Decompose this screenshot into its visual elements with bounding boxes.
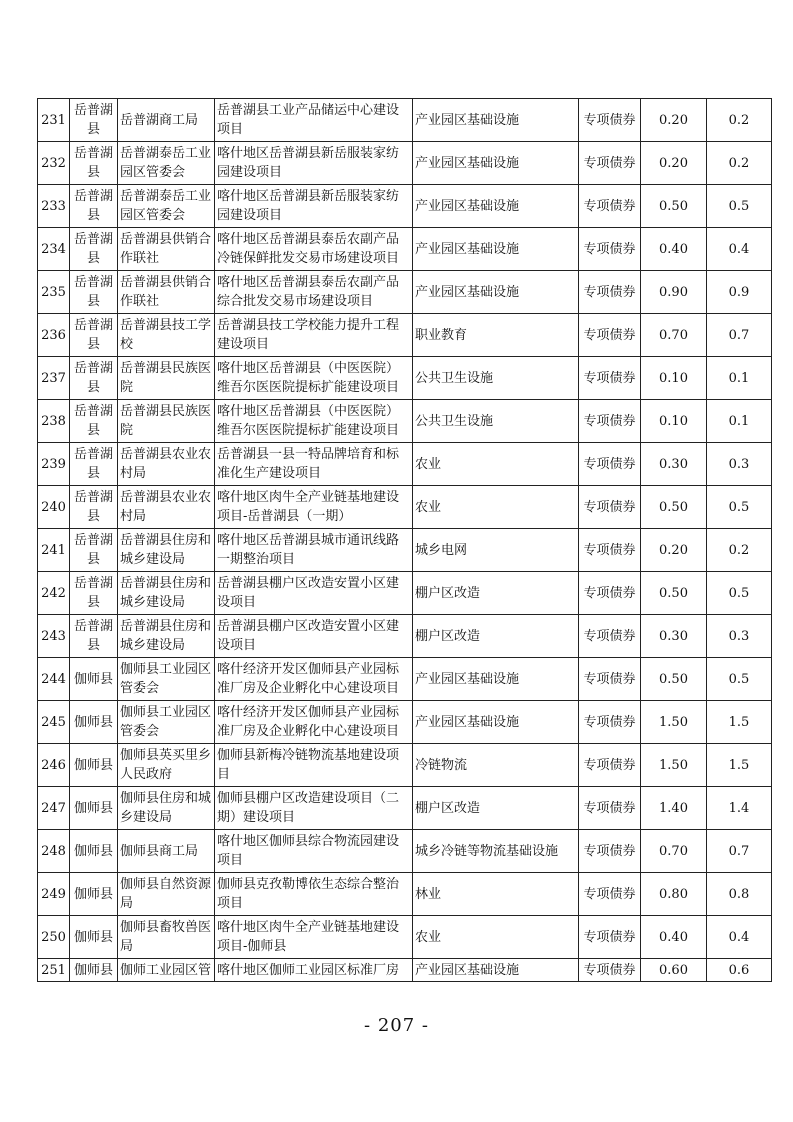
county-cell: 伽师县 bbox=[70, 701, 118, 744]
project-type-cell: 公共卫生设施 bbox=[413, 357, 579, 400]
row-number: 241 bbox=[38, 529, 70, 572]
project-type-cell: 产业园区基础设施 bbox=[413, 228, 579, 271]
bond-type-cell: 专项债券 bbox=[579, 787, 641, 830]
amount-rounded-cell: 0.9 bbox=[707, 271, 772, 314]
department-cell: 岳普湖县民族医院 bbox=[118, 400, 215, 443]
table-row bbox=[38, 529, 772, 572]
project-name-cell: 喀什地区岳普湖县新岳服装家纺园建设项目 bbox=[215, 185, 413, 228]
project-type-cell: 产业园区基础设施 bbox=[413, 701, 579, 744]
department-cell: 岳普湖泰岳工业园区管委会 bbox=[118, 185, 215, 228]
bond-type-cell: 专项债券 bbox=[579, 99, 641, 142]
county-cell: 伽师县 bbox=[70, 744, 118, 787]
bond-type-cell: 专项债券 bbox=[579, 615, 641, 658]
project-type-cell: 棚户区改造 bbox=[413, 615, 579, 658]
county-cell: 岳普湖县 bbox=[70, 228, 118, 271]
department-cell: 伽师县工业园区管委会 bbox=[118, 701, 215, 744]
table-row bbox=[38, 400, 772, 443]
department-cell: 岳普湖县住房和城乡建设局 bbox=[118, 615, 215, 658]
amount-cell: 0.50 bbox=[641, 658, 707, 701]
amount-rounded-cell: 0.4 bbox=[707, 228, 772, 271]
project-type-cell: 农业 bbox=[413, 486, 579, 529]
bond-type-cell: 专项债券 bbox=[579, 314, 641, 357]
project-type-cell: 城乡冷链等物流基础设施 bbox=[413, 830, 579, 873]
amount-cell: 0.10 bbox=[641, 400, 707, 443]
department-cell: 伽师县商工局 bbox=[118, 830, 215, 873]
bond-type-cell: 专项债券 bbox=[579, 572, 641, 615]
department-cell: 岳普湖县农业农村局 bbox=[118, 443, 215, 486]
project-name-cell: 喀什地区岳普湖县（中医医院）维吾尔医医院提标扩能建设项目 bbox=[215, 357, 413, 400]
project-name-cell: 喀什地区岳普湖县泰岳农副产品冷链保鲜批发交易市场建设项目 bbox=[215, 228, 413, 271]
department-cell: 岳普湖商工局 bbox=[118, 99, 215, 142]
department-cell: 伽师县畜牧兽医局 bbox=[118, 916, 215, 959]
amount-rounded-cell: 0.3 bbox=[707, 615, 772, 658]
department-cell: 岳普湖县住房和城乡建设局 bbox=[118, 529, 215, 572]
row-number: 245 bbox=[38, 701, 70, 744]
project-name-cell: 伽师县新梅冷链物流基地建设项目 bbox=[215, 744, 413, 787]
amount-cell: 0.70 bbox=[641, 314, 707, 357]
table-row bbox=[38, 443, 772, 486]
bond-type-cell: 专项债券 bbox=[579, 873, 641, 916]
amount-cell: 0.80 bbox=[641, 873, 707, 916]
bond-type-cell: 专项债券 bbox=[579, 357, 641, 400]
project-type-cell: 产业园区基础设施 bbox=[413, 142, 579, 185]
amount-rounded-cell: 0.1 bbox=[707, 357, 772, 400]
county-cell: 伽师县 bbox=[70, 916, 118, 959]
row-number: 249 bbox=[38, 873, 70, 916]
project-name-cell: 喀什地区肉牛全产业链基地建设项目-伽师县 bbox=[215, 916, 413, 959]
amount-cell: 1.40 bbox=[641, 787, 707, 830]
amount-rounded-cell: 0.4 bbox=[707, 916, 772, 959]
table-row bbox=[38, 486, 772, 529]
project-name-cell: 岳普湖县技工学校能力提升工程建设项目 bbox=[215, 314, 413, 357]
bond-type-cell: 专项债券 bbox=[579, 701, 641, 744]
amount-rounded-cell: 0.6 bbox=[707, 959, 772, 982]
project-type-cell: 公共卫生设施 bbox=[413, 400, 579, 443]
department-cell: 伽师工业园区管 bbox=[118, 959, 215, 982]
table-row bbox=[38, 787, 772, 830]
project-name-cell: 喀什地区肉牛全产业链基地建设项目-岳普湖县（一期） bbox=[215, 486, 413, 529]
amount-rounded-cell: 1.4 bbox=[707, 787, 772, 830]
department-cell: 岳普湖县供销合作联社 bbox=[118, 228, 215, 271]
county-cell: 岳普湖县 bbox=[70, 486, 118, 529]
county-cell: 岳普湖县 bbox=[70, 271, 118, 314]
bond-type-cell: 专项债券 bbox=[579, 185, 641, 228]
amount-cell: 0.50 bbox=[641, 185, 707, 228]
amount-rounded-cell: 0.1 bbox=[707, 400, 772, 443]
project-type-cell: 棚户区改造 bbox=[413, 572, 579, 615]
row-number: 239 bbox=[38, 443, 70, 486]
amount-rounded-cell: 1.5 bbox=[707, 744, 772, 787]
table-row bbox=[38, 142, 772, 185]
row-number: 231 bbox=[38, 99, 70, 142]
amount-cell: 0.30 bbox=[641, 443, 707, 486]
project-name-cell: 伽师县棚户区改造建设项目（二期）建设项目 bbox=[215, 787, 413, 830]
row-number: 238 bbox=[38, 400, 70, 443]
bond-type-cell: 专项债券 bbox=[579, 486, 641, 529]
county-cell: 岳普湖县 bbox=[70, 400, 118, 443]
row-number: 232 bbox=[38, 142, 70, 185]
project-name-cell: 喀什地区岳普湖县泰岳农副产品综合批发交易市场建设项目 bbox=[215, 271, 413, 314]
amount-cell: 0.40 bbox=[641, 916, 707, 959]
row-number: 246 bbox=[38, 744, 70, 787]
bond-type-cell: 专项债券 bbox=[579, 916, 641, 959]
project-name-cell: 喀什经济开发区伽师县产业园标准厂房及企业孵化中心建设项目 bbox=[215, 658, 413, 701]
row-number: 251 bbox=[38, 959, 70, 982]
amount-rounded-cell: 0.3 bbox=[707, 443, 772, 486]
department-cell: 伽师县自然资源局 bbox=[118, 873, 215, 916]
bond-type-cell: 专项债券 bbox=[579, 228, 641, 271]
project-type-cell: 产业园区基础设施 bbox=[413, 658, 579, 701]
project-name-cell: 岳普湖县棚户区改造安置小区建设项目 bbox=[215, 615, 413, 658]
bond-type-cell: 专项债券 bbox=[579, 271, 641, 314]
row-number: 250 bbox=[38, 916, 70, 959]
bond-type-cell: 专项债券 bbox=[579, 529, 641, 572]
amount-cell: 0.10 bbox=[641, 357, 707, 400]
county-cell: 伽师县 bbox=[70, 873, 118, 916]
county-cell: 岳普湖县 bbox=[70, 529, 118, 572]
table-row bbox=[38, 314, 772, 357]
project-type-cell: 产业园区基础设施 bbox=[413, 271, 579, 314]
project-type-cell: 产业园区基础设施 bbox=[413, 99, 579, 142]
project-name-cell: 伽师县克孜勒博依生态综合整治项目 bbox=[215, 873, 413, 916]
row-number: 248 bbox=[38, 830, 70, 873]
department-cell: 伽师县工业园区管委会 bbox=[118, 658, 215, 701]
amount-cell: 0.30 bbox=[641, 615, 707, 658]
amount-cell: 0.70 bbox=[641, 830, 707, 873]
amount-rounded-cell: 0.2 bbox=[707, 99, 772, 142]
table-row bbox=[38, 615, 772, 658]
amount-cell: 0.40 bbox=[641, 228, 707, 271]
table-body bbox=[38, 99, 772, 982]
table-row bbox=[38, 228, 772, 271]
amount-rounded-cell: 0.5 bbox=[707, 572, 772, 615]
table-row bbox=[38, 873, 772, 916]
project-name-cell: 喀什地区岳普湖县城市通讯线路一期整治项目 bbox=[215, 529, 413, 572]
department-cell: 伽师县英买里乡人民政府 bbox=[118, 744, 215, 787]
county-cell: 岳普湖县 bbox=[70, 314, 118, 357]
department-cell: 岳普湖县供销合作联社 bbox=[118, 271, 215, 314]
table-row bbox=[38, 744, 772, 787]
project-type-cell: 农业 bbox=[413, 443, 579, 486]
county-cell: 岳普湖县 bbox=[70, 142, 118, 185]
row-number: 234 bbox=[38, 228, 70, 271]
department-cell: 岳普湖县技工学校 bbox=[118, 314, 215, 357]
department-cell: 岳普湖县农业农村局 bbox=[118, 486, 215, 529]
amount-cell: 0.50 bbox=[641, 572, 707, 615]
county-cell: 岳普湖县 bbox=[70, 443, 118, 486]
table-row bbox=[38, 271, 772, 314]
amount-rounded-cell: 0.7 bbox=[707, 314, 772, 357]
row-number: 244 bbox=[38, 658, 70, 701]
county-cell: 伽师县 bbox=[70, 658, 118, 701]
row-number: 240 bbox=[38, 486, 70, 529]
amount-rounded-cell: 0.7 bbox=[707, 830, 772, 873]
county-cell: 伽师县 bbox=[70, 787, 118, 830]
project-name-cell: 喀什地区岳普湖县（中医医院）维吾尔医医院提标扩能建设项目 bbox=[215, 400, 413, 443]
bond-type-cell: 专项债券 bbox=[579, 142, 641, 185]
project-type-cell: 林业 bbox=[413, 873, 579, 916]
county-cell: 岳普湖县 bbox=[70, 572, 118, 615]
amount-rounded-cell: 0.2 bbox=[707, 529, 772, 572]
project-type-cell: 产业园区基础设施 bbox=[413, 185, 579, 228]
bond-type-cell: 专项债券 bbox=[579, 830, 641, 873]
table-row bbox=[38, 357, 772, 400]
amount-rounded-cell: 0.5 bbox=[707, 658, 772, 701]
table-row bbox=[38, 830, 772, 873]
amount-cell: 0.20 bbox=[641, 529, 707, 572]
row-number: 235 bbox=[38, 271, 70, 314]
amount-cell: 1.50 bbox=[641, 744, 707, 787]
department-cell: 岳普湖县民族医院 bbox=[118, 357, 215, 400]
row-number: 237 bbox=[38, 357, 70, 400]
bond-type-cell: 专项债券 bbox=[579, 443, 641, 486]
amount-cell: 0.60 bbox=[641, 959, 707, 982]
table-row bbox=[38, 572, 772, 615]
county-cell: 岳普湖县 bbox=[70, 185, 118, 228]
bond-type-cell: 专项债券 bbox=[579, 400, 641, 443]
amount-rounded-cell: 0.5 bbox=[707, 185, 772, 228]
county-cell: 岳普湖县 bbox=[70, 99, 118, 142]
table-row bbox=[38, 99, 772, 142]
project-name-cell: 岳普湖县棚户区改造安置小区建设项目 bbox=[215, 572, 413, 615]
project-name-cell: 喀什地区伽师工业园区标准厂房 bbox=[215, 959, 413, 982]
project-name-cell: 喀什地区伽师县综合物流园建设项目 bbox=[215, 830, 413, 873]
project-type-cell: 农业 bbox=[413, 916, 579, 959]
page-number: - 207 - bbox=[364, 1015, 429, 1036]
county-cell: 伽师县 bbox=[70, 959, 118, 982]
project-name-cell: 喀什地区岳普湖县新岳服装家纺园建设项目 bbox=[215, 142, 413, 185]
row-number: 242 bbox=[38, 572, 70, 615]
amount-cell: 0.20 bbox=[641, 142, 707, 185]
table-row bbox=[38, 916, 772, 959]
project-name-cell: 喀什经济开发区伽师县产业园标准厂房及企业孵化中心建设项目 bbox=[215, 701, 413, 744]
department-cell: 岳普湖泰岳工业园区管委会 bbox=[118, 142, 215, 185]
amount-rounded-cell: 0.2 bbox=[707, 142, 772, 185]
row-number: 247 bbox=[38, 787, 70, 830]
project-type-cell: 职业教育 bbox=[413, 314, 579, 357]
amount-cell: 0.50 bbox=[641, 486, 707, 529]
project-type-cell: 产业园区基础设施 bbox=[413, 959, 579, 982]
amount-rounded-cell: 1.5 bbox=[707, 701, 772, 744]
project-type-cell: 城乡电网 bbox=[413, 529, 579, 572]
table-row bbox=[38, 701, 772, 744]
county-cell: 岳普湖县 bbox=[70, 615, 118, 658]
table-row bbox=[38, 658, 772, 701]
county-cell: 伽师县 bbox=[70, 830, 118, 873]
department-cell: 岳普湖县住房和城乡建设局 bbox=[118, 572, 215, 615]
table-row bbox=[38, 959, 772, 982]
table-row bbox=[38, 185, 772, 228]
row-number: 236 bbox=[38, 314, 70, 357]
debt-project-table bbox=[37, 98, 772, 982]
county-cell: 岳普湖县 bbox=[70, 357, 118, 400]
amount-rounded-cell: 0.5 bbox=[707, 486, 772, 529]
amount-rounded-cell: 0.8 bbox=[707, 873, 772, 916]
bond-type-cell: 专项债券 bbox=[579, 959, 641, 982]
bond-type-cell: 专项债券 bbox=[579, 744, 641, 787]
project-name-cell: 岳普湖县工业产品储运中心建设项目 bbox=[215, 99, 413, 142]
amount-cell: 0.20 bbox=[641, 99, 707, 142]
department-cell: 伽师县住房和城乡建设局 bbox=[118, 787, 215, 830]
row-number: 233 bbox=[38, 185, 70, 228]
bond-type-cell: 专项债券 bbox=[579, 658, 641, 701]
project-type-cell: 棚户区改造 bbox=[413, 787, 579, 830]
amount-cell: 1.50 bbox=[641, 701, 707, 744]
project-type-cell: 冷链物流 bbox=[413, 744, 579, 787]
row-number: 243 bbox=[38, 615, 70, 658]
amount-cell: 0.90 bbox=[641, 271, 707, 314]
project-name-cell: 岳普湖县一县一特品牌培育和标准化生产建设项目 bbox=[215, 443, 413, 486]
